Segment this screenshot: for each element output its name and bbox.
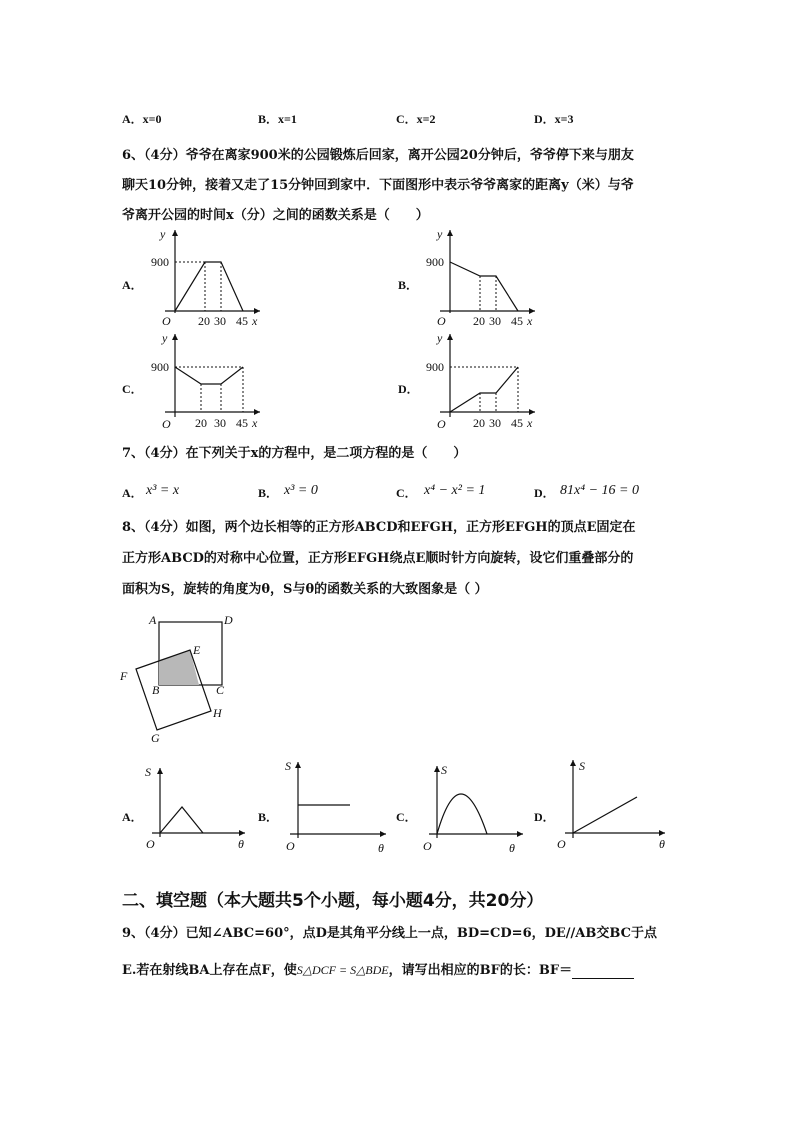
q6b-y-label: y: [437, 227, 443, 241]
q6-stem-line3: 爷离开公园的时间x（分）之间的函数关系是（ ）: [122, 208, 429, 223]
q5-option-c: C．x=2: [396, 112, 436, 126]
q6a-xtick-2: 30: [214, 314, 226, 328]
q6-label-d: D．: [398, 382, 419, 396]
q8-graph-d: [553, 756, 673, 856]
q8-point-g: G: [151, 731, 160, 745]
q8-label-a: A．: [122, 810, 143, 824]
q6c-origin: O: [162, 417, 171, 431]
q8-label-c: C．: [396, 810, 417, 824]
q7-label-a: A．: [122, 486, 143, 500]
q7-stem: 7、（4分）在下列关于x的方程中，是二项方程的是（ ）: [122, 446, 467, 461]
q6d-xtick-1: 20: [473, 416, 485, 430]
q8c-y-label: S: [441, 763, 447, 777]
q8-point-h: H: [213, 706, 222, 720]
q6-label-c: C．: [122, 382, 143, 396]
q6c-xtick-2: 30: [214, 416, 226, 430]
q6c-x-label: x: [252, 416, 258, 430]
q6-graph-a: [140, 228, 270, 328]
q6b-xtick-1: 20: [473, 314, 485, 328]
q6d-ytick: 900: [426, 360, 444, 374]
q8-label-b: B．: [258, 810, 279, 824]
q8d-origin: O: [557, 837, 566, 851]
q8-label-d: D．: [534, 810, 555, 824]
q7-expr-c: x⁴ − x² = 1: [424, 483, 486, 498]
q6b-xtick-2: 30: [489, 314, 501, 328]
q6a-xtick-1: 20: [198, 314, 210, 328]
q6d-x-label: x: [527, 416, 533, 430]
q8-stem-line1: 8、（4分）如图，两个边长相等的正方形ABCD和EFGH，正方形EFGH的顶点E固定在: [122, 520, 636, 535]
q5-option-b: B．x=1: [258, 112, 297, 126]
q8-point-a: A: [149, 613, 157, 627]
q6-graph-b: [415, 228, 545, 328]
q8-point-c: C: [216, 683, 225, 697]
q8-graph-a: [140, 762, 250, 852]
q6c-ytick: 900: [151, 360, 169, 374]
q8b-origin: O: [286, 839, 295, 853]
q9-line2-start: E.若在射线BA上存在点F，使: [122, 963, 297, 978]
q8d-y-label: S: [579, 759, 585, 773]
q7-label-b: B．: [258, 486, 279, 500]
q8-point-f: F: [120, 669, 128, 683]
q7-label-d: D．: [534, 486, 555, 500]
q6b-xtick-3: 45: [511, 314, 523, 328]
q6d-xtick-3: 45: [511, 416, 523, 430]
q6a-xtick-3: 45: [236, 314, 248, 328]
q9-line2-end: ，请写出相应的BF的长：BF＝: [388, 963, 573, 978]
q8d-x-label: θ: [659, 837, 665, 851]
q8b-x-label: θ: [378, 841, 384, 855]
q6-stem-line1: 6、（4分）爷爷在离家900米的公园锻炼后回家，离开公园20分钟后，爷爷停下来与朋友: [122, 148, 634, 163]
q8-graph-b: [278, 756, 388, 856]
q8-point-b: B: [152, 683, 160, 697]
q9-stem-line2: [122, 962, 634, 979]
q6-label-b: B．: [398, 278, 419, 292]
q6-label-a: A．: [122, 278, 143, 292]
q6a-ytick: 900: [151, 255, 169, 269]
q5-option-d: D．x=3: [534, 112, 574, 126]
q6b-x-label: x: [527, 314, 533, 328]
q6c-xtick-3: 45: [236, 416, 248, 430]
q7-expr-b: x³ = 0: [284, 483, 318, 498]
q8a-origin: O: [146, 837, 155, 851]
q8a-x-label: θ: [238, 837, 244, 851]
q9-stem-line1: 9、（4分）已知∠ABC=60°，点D是其角平分线上一点，BD=CD=6，DE//AB交BC于点: [122, 926, 657, 941]
q8-stem-line3: 面积为S，旋转的角度为θ，S与θ的函数关系的大致图象是（ ）: [122, 582, 488, 597]
q6-graph-d: [415, 332, 545, 432]
q9-answer-blank[interactable]: [572, 966, 634, 979]
q6-graph-c: [140, 332, 270, 432]
q8c-x-label: θ: [509, 841, 515, 855]
q8a-y-label: S: [145, 765, 151, 779]
q6a-origin: O: [162, 314, 171, 328]
q6d-origin: O: [437, 417, 446, 431]
q8-point-d: D: [224, 613, 233, 627]
q8b-y-label: S: [285, 759, 291, 773]
q8-stem-line2: 正方形ABCD的对称中心位置，正方形EFGH绕点E顺时针方向旋转，设它们重叠部分的: [122, 551, 634, 566]
q6b-ytick: 900: [426, 255, 444, 269]
q6c-xtick-1: 20: [195, 416, 207, 430]
q7-expr-d: 81x⁴ − 16 = 0: [560, 483, 639, 498]
q6b-origin: O: [437, 314, 446, 328]
q6-stem-line2: 聊天10分钟，接着又走了15分钟回到家中．下面图形中表示爷爷离家的距离y（米）与爷: [122, 178, 634, 193]
q8-squares-figure: [112, 608, 242, 748]
q8-point-e: E: [193, 643, 201, 657]
q5-option-a: A．x=0: [122, 112, 162, 126]
q6d-xtick-2: 30: [489, 416, 501, 430]
q8-graph-c: [417, 760, 527, 855]
q7-expr-a: x³ = x: [146, 483, 180, 498]
q8c-origin: O: [423, 839, 432, 853]
q9-area-equation: S△DCF = S△BDE: [296, 963, 389, 977]
q7-label-c: C．: [396, 486, 417, 500]
q6a-y-label: y: [160, 227, 166, 241]
q6a-x-label: x: [252, 314, 258, 328]
q6d-y-label: y: [437, 331, 443, 345]
section-title-fill-in: 二、填空题（本大题共5个小题，每小题4分，共20分）: [122, 891, 544, 911]
q6c-y-label: y: [162, 331, 168, 345]
